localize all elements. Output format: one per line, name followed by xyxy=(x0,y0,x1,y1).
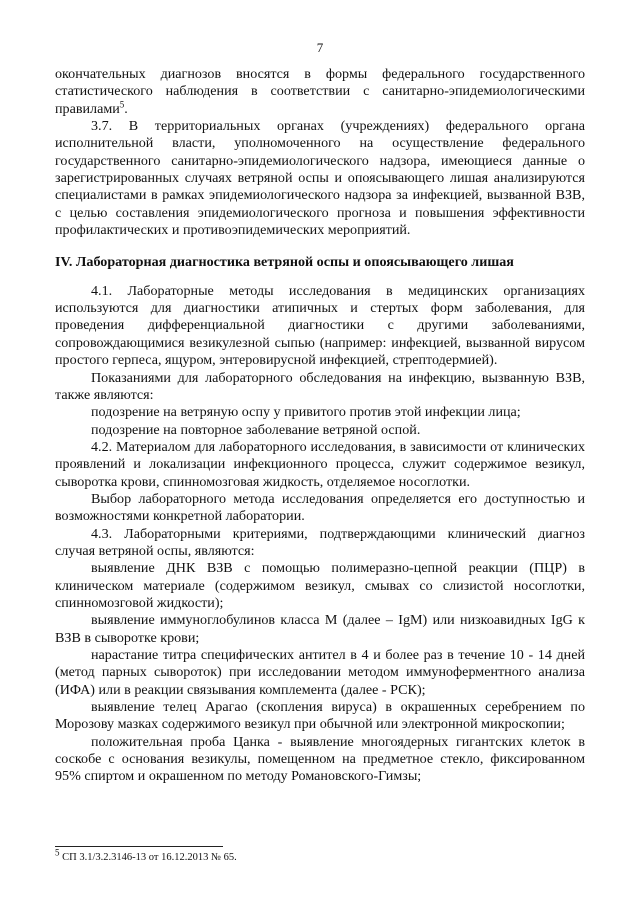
footnote-text: СП 3.1/3.2.3146-13 от 16.12.2013 № 65. xyxy=(62,852,237,863)
footnote-divider xyxy=(55,846,223,847)
criterion-item: выявление иммуноглобулинов класса М (далее – IgM) или низкоавидных IgG к ВЗВ в сыворотке крови; xyxy=(55,612,585,646)
paragraph-3-7: 3.7. В территориальных органах (учреждениях) федерального органа исполнительной власти, уполномоченного на осуществление федерального государственного санитарно-эпидемиологического надзора, имеющиеся данные о зарегистрированных случаях ветряной оспы и опоясывающего лишая анализируются специалистами в рамках эпидемиологического надзора за инфекцией, вызванной ВЗВ, с целью составления эпидемиологического прогноза и повышения эффективности профилактических и противоэпидемических мероприятий. xyxy=(55,118,585,239)
intro-paragraph xyxy=(55,66,585,118)
indications-intro: Показаниями для лабораторного обследования на инфекцию, вызванную ВЗВ, также являются: xyxy=(55,369,585,403)
intro-end: . xyxy=(124,100,128,117)
method-choice-paragraph: Выбор лабораторного метода исследования определяется его доступностью и возможностями конкретной лаборатории. xyxy=(55,490,585,525)
criterion-item: выявление ДНК ВЗВ с помощью полимеразно-цепной реакции (ПЦР) в клиническом материале (содержимом везикул, смывах со слизистой носоглотки, спинномозговой жидкости); xyxy=(55,560,585,611)
paragraph-4-2: 4.2. Материалом для лабораторного исследования, в зависимости от клинических проявлений и локализации инфекционного процесса, служит содержимое везикул, сыворотка крови, спинномозговая жидкость, отделяемое носоглотки. xyxy=(55,438,585,490)
page-body xyxy=(55,66,585,786)
criterion-item: выявление телец Арагао (скопления вируса) в окрашенных серебрением по Морозову мазках содержимого везикул при обычной или электронной микроскопии; xyxy=(55,699,585,733)
paragraph-4-1: 4.1. Лабораторные методы исследования в медицинских организациях используются для диагностики атипичных и стертых форм заболевания, для проведения дифференциальной диагностики с другими заболеваниями, сопровождающимися везикулезной сыпью (например: инфекцией, вызванной вирусом простого герпеса, ящуром, энтеровирусной инфекцией, стрептодермией). xyxy=(55,282,585,369)
intro-text: окончательных диагнозов вносятся в формы федерального государственного статистического наблюдения в соответствии с санитарно-эпидемиологическими правилами xyxy=(55,66,585,117)
page-number: 7 xyxy=(316,40,324,55)
footnote-mark: 5 xyxy=(55,847,60,858)
footnote xyxy=(55,847,585,864)
paragraph-4-3: 4.3. Лабораторными критериями, подтверждающими клинический диагноз случая ветряной оспы, являются: xyxy=(55,525,585,559)
criterion-item: нарастание титра специфических антител в 4 и более раз в течение 10 - 14 дней (метод парных сывороток) при исследовании методом иммуноферментного анализа (ИФА) или в реакции связывания комплемента (далее - РСК); xyxy=(55,647,585,698)
criterion-item: положительная проба Цанка - выявление многоядерных гигантских клеток в соскобе с основания везикулы, помещенном на предметное стекло, фиксированном 95% спиртом и окрашенном по методу Романовского-Гимзы; xyxy=(55,733,585,785)
section-heading: IV. Лабораторная диагностика ветряной оспы и опоясывающего лишая xyxy=(55,254,514,271)
indication-item: подозрение на ветряную оспу у привитого против этой инфекции лица; xyxy=(91,404,521,421)
footnote-reference: 5 xyxy=(119,99,125,109)
indication-item: подозрение на повторное заболевание ветряной оспой. xyxy=(91,421,421,438)
